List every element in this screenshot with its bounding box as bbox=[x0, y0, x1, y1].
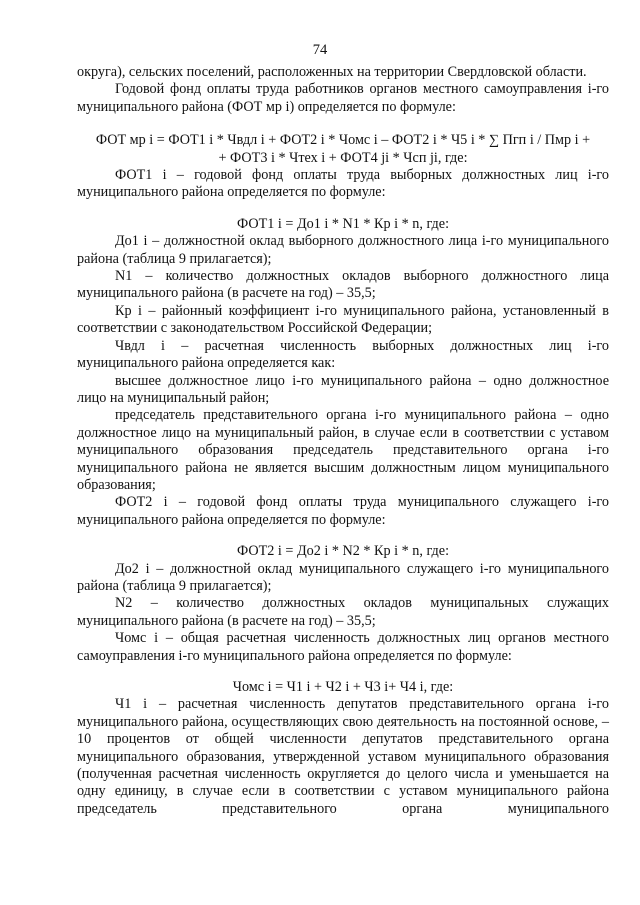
formula-fot2: ФОТ2 i = До2 i * N2 * Кр i * n, где: bbox=[236, 543, 450, 560]
paragraph-choms-definition: Чомс i – общая расчетная численность должностных лиц органов местного самоуправления i-го муниципального района определяется по формуле: bbox=[77, 630, 609, 664]
document-body bbox=[77, 64, 609, 818]
paragraph-chvdl-definition: Чвдл i – расчетная численность выборных должностных лиц i-го муниципального района определяется как: bbox=[77, 337, 609, 372]
paragraph-n1-definition: N1 – количество должностных окладов выборного должностного лица муниципального района (в расчете на год) – 35,5; bbox=[77, 268, 609, 302]
paragraph-do1-definition: До1 i – должностной оклад выборного должностного лица i-го муниципального района (таблица 9 прилагается); bbox=[77, 233, 609, 267]
paragraph-kr-definition: Кр i – районный коэффициент i-го муниципального района, установленный в соответствии с законодательством Российской Федерации; bbox=[77, 302, 609, 337]
formula-fot1: ФОТ1 i = До1 i * N1 * Кр i * n, где: bbox=[236, 215, 450, 232]
paragraph-n2-definition: N2 – количество должностных окладов муниципальных служащих муниципального района (в расчете на год) – 35,5; bbox=[77, 595, 609, 629]
formula-fot-mr-line2: + ФОТ3 i * Чтех i + ФОТ4 ji * Чсп ji, где: bbox=[218, 149, 468, 166]
paragraph-ch1-definition: Ч1 i – расчетная численность депутатов представительного органа i-го муниципального района, осуществляющих свою деятельность на постоянной основе, – 10 процентов от общей численности депутатов представительного органа муниципального образования, утвержденной уставом муниципального образования (полученная расчетная численность округляется до целого числа и уменьшается на одну единицу, в случае если в соответствии с уставом муниципального района председатель представительного органа муниципального bbox=[77, 696, 609, 817]
paragraph-fot2-definition: ФОТ2 i – годовой фонд оплаты труда муниципального служащего i-го муниципального района определяется по формуле: bbox=[77, 494, 609, 528]
paragraph-continuation: округа), сельских поселений, расположенных на территории Свердловской области. bbox=[77, 64, 587, 80]
paragraph-fot1-definition: ФОТ1 i – годовой фонд оплаты труда выборных должностных лиц i-го муниципального района определяется по формуле: bbox=[77, 167, 609, 201]
paragraph-do2-definition: До2 i – должностной оклад муниципального служащего i-го муниципального района (таблица 9 прилагается); bbox=[77, 560, 609, 594]
paragraph-highest-official: высшее должностное лицо i-го муниципального района – одно должностное лицо на муниципальный район; bbox=[77, 372, 609, 406]
paragraph-chairman: председатель представительного органа i-го муниципального района – одно должностное лицо на муниципальный район, в случае если в соответствии с уставом муниципального образования председатель представительного органа i-го муниципального района не является высшим должностным лицом муниципального образования; bbox=[77, 407, 609, 493]
paragraph-fot-mr-intro: Годовой фонд оплаты труда работников органов местного самоуправления i-го муниципального района (ФОТ мр i) определяется по формуле: bbox=[77, 81, 609, 115]
formula-choms: Чомс i = Ч1 i + Ч2 i + Ч3 i+ Ч4 i, где: bbox=[232, 679, 454, 695]
formula-fot-mr-line1: ФОТ мр i = ФОТ1 i * Чвдл i + ФОТ2 i * Чомс i – ФОТ2 i * Ч5 i * ∑ Пгп i / Пмр i + bbox=[95, 132, 591, 149]
page-number: 74 bbox=[312, 42, 328, 58]
